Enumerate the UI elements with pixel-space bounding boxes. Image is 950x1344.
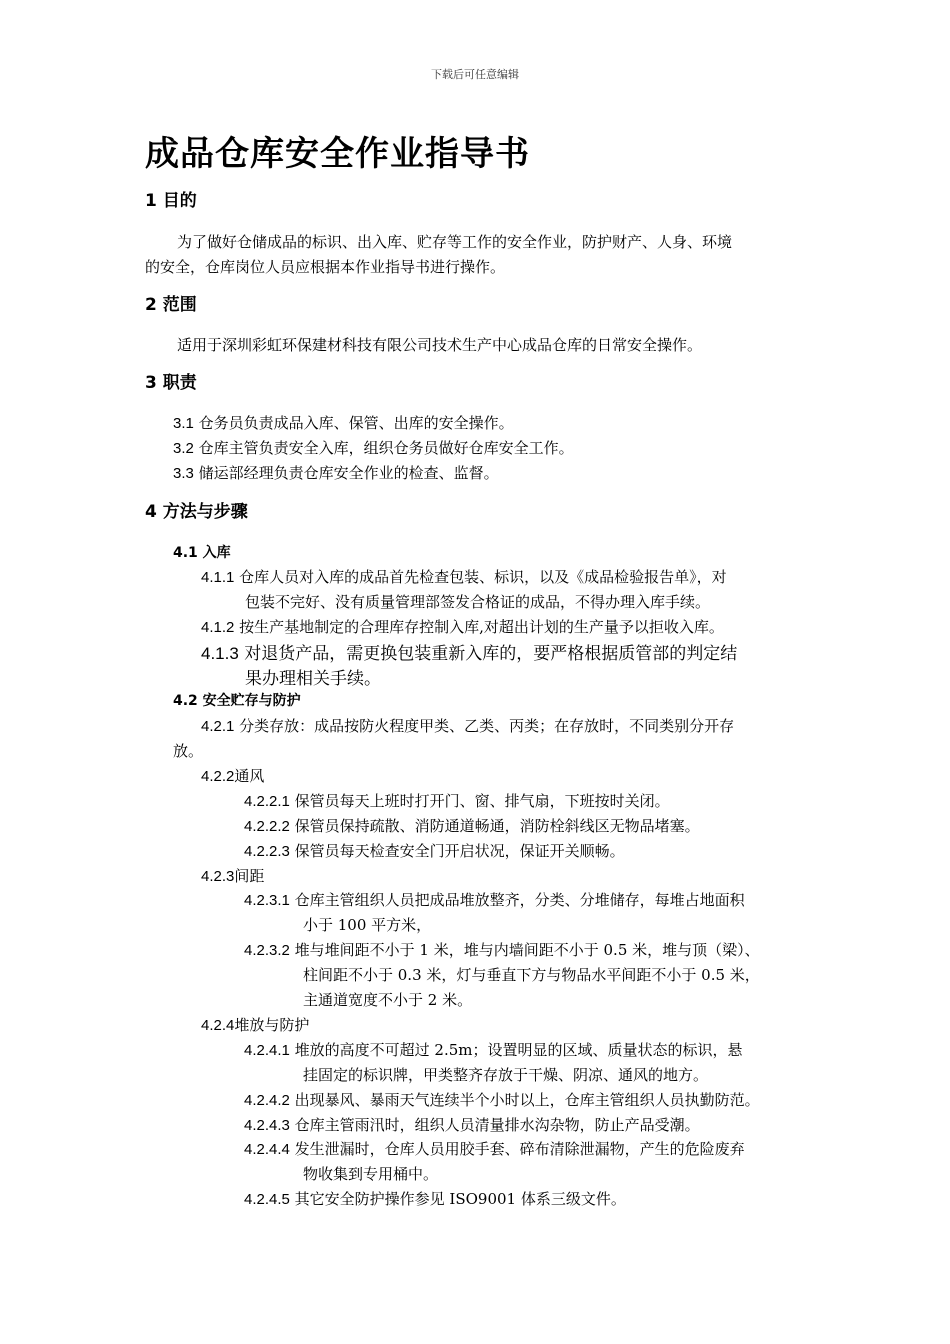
item-text: 堆放与防护 xyxy=(234,1016,310,1034)
item-number: 3.2 xyxy=(173,440,194,457)
list-item-4-2-2-2 xyxy=(244,815,700,836)
item-text: 储运部经理负责仓库安全作业的检查、监督。 xyxy=(198,464,499,482)
item-number: 3.3 xyxy=(173,465,194,482)
item-text: 仓库主管雨汛时，组织人员清量排水沟杂物，防止产品受潮。 xyxy=(294,1116,700,1134)
list-item-4-2-4-2 xyxy=(244,1089,760,1110)
list-item-4-2-4-4-line-2: 物收集到专用桶中。 xyxy=(303,1165,439,1183)
item-number: 4.1.2 xyxy=(201,619,235,636)
page-header: 下载后可任意编辑 xyxy=(431,68,519,81)
list-item-4-2-2 xyxy=(201,765,264,786)
list-item-4-2-2-3 xyxy=(244,840,625,861)
list-item-4-2-1-line-1 xyxy=(201,715,734,736)
list-item-4-2-3-2-line-3: 主通道宽度不小于 2 米。 xyxy=(303,991,473,1009)
list-item-3-3 xyxy=(173,462,499,483)
list-item-4-2-4-1-line-2: 挂固定的标识牌，甲类整齐存放于干燥、阴凉、通风的地方。 xyxy=(303,1066,709,1084)
item-number: 4.2.2.3 xyxy=(244,843,290,860)
section-4-heading: 4 方法与步骤 xyxy=(145,502,248,522)
list-item-4-2-3-1-line-1 xyxy=(244,889,745,910)
item-text: 按生产基地制定的合理库存控制入库,对超出计划的生产量予以拒收入库。 xyxy=(239,618,724,636)
item-text: 堆放的高度不可超过 2.5m；设置明显的区域、质量状态的标识，悬 xyxy=(294,1041,743,1059)
item-number: 4.2.4.1 xyxy=(244,1042,290,1059)
list-item-4-2-3-2-line-2: 柱间距不小于 0.3 米，灯与垂直下方与物品水平间距不小于 0.5 米， xyxy=(303,966,760,984)
list-item-4-2-4-1-line-1 xyxy=(244,1039,743,1060)
list-item-4-2-4-3 xyxy=(244,1114,700,1135)
item-number: 4.2.3 xyxy=(201,868,235,885)
item-text: 对退货产品，需更换包装重新入库的，要严格根据质管部的判定结 xyxy=(244,644,738,664)
list-item-4-2-2-1 xyxy=(244,790,670,811)
item-text: 仓库主管组织人员把成品堆放整齐，分类、分堆储存，每堆占地面积 xyxy=(294,891,745,909)
item-text: 仓库人员对入库的成品首先检查包装、标识，以及《成品检验报告单》，对 xyxy=(239,568,727,586)
item-text: 发生泄漏时，仓库人员用胶手套、碎布清除泄漏物，产生的危险废弃 xyxy=(294,1140,745,1158)
item-number: 4.2.4.2 xyxy=(244,1092,290,1109)
document-title: 成品仓库安全作业指导书 xyxy=(145,134,530,174)
item-number: 4.2.3.1 xyxy=(244,892,290,909)
item-number: 4.2.2.1 xyxy=(244,793,290,810)
item-text: 间距 xyxy=(234,867,265,885)
list-item-4-2-4 xyxy=(201,1014,309,1035)
list-item-3-2 xyxy=(173,437,574,458)
item-text: 出现暴风、暴雨天气连续半个小时以上，仓库主管组织人员执勤防范。 xyxy=(294,1091,760,1109)
item-text: 其它安全防护操作参见 ISO9001 体系三级文件。 xyxy=(294,1190,626,1208)
item-text: 堆与堆间距不小于 1 米，堆与内墙间距不小于 0.5 米，堆与顶（梁）、 xyxy=(294,941,760,959)
list-item-4-1-1-line-2: 包装不完好、没有质量管理部签发合格证的成品，不得办理入库手续。 xyxy=(245,593,711,611)
item-number: 4.2.2 xyxy=(201,768,235,785)
subsection-4-1-heading: 4.1 入库 xyxy=(173,545,231,561)
subsection-4-2-heading: 4.2 安全贮存与防护 xyxy=(173,693,301,709)
section-1-paragraph-line-2: 的安全，仓库岗位人员应根据本作业指导书进行操作。 xyxy=(145,258,506,276)
list-item-4-1-3-line-2: 果办理相关手续。 xyxy=(245,669,381,689)
item-text: 仓库主管负责安全入库，组织仓务员做好仓库安全工作。 xyxy=(198,439,574,457)
list-item-4-2-1-line-2: 放。 xyxy=(173,742,204,760)
section-2-heading: 2 范围 xyxy=(145,295,197,315)
item-text: 保管员保持疏散、消防通道畅通，消防栓斜线区无物品堵塞。 xyxy=(294,817,700,835)
list-item-4-2-3-1-line-2: 小于 100 平方米， xyxy=(303,916,432,934)
section-1-heading: 1 目的 xyxy=(145,191,197,211)
list-item-4-2-4-4-line-1 xyxy=(244,1138,745,1159)
item-number: 4.2.1 xyxy=(201,718,235,735)
item-number: 4.2.4.4 xyxy=(244,1141,290,1158)
item-text: 仓务员负责成品入库、保管、出库的安全操作。 xyxy=(198,414,514,432)
list-item-4-2-3-2-line-1 xyxy=(244,939,760,960)
item-text: 分类存放：成品按防火程度甲类、乙类、丙类；在存放时，不同类别分开存 xyxy=(239,717,735,735)
item-number: 3.1 xyxy=(173,415,194,432)
item-text: 通风 xyxy=(234,767,265,785)
item-number: 4.2.2.2 xyxy=(244,818,290,835)
item-text: 保管员每天检查安全门开启状况，保证开关顺畅。 xyxy=(294,842,625,860)
list-item-4-2-3 xyxy=(201,865,264,886)
item-number: 4.2.3.2 xyxy=(244,942,290,959)
item-number: 4.2.4.3 xyxy=(244,1117,290,1134)
list-item-3-1 xyxy=(173,412,514,433)
item-number: 4.1.3 xyxy=(201,644,239,663)
item-text: 保管员每天上班时打开门、窗、排气扇，下班按时关闭。 xyxy=(294,792,670,810)
list-item-4-1-2 xyxy=(201,616,724,637)
list-item-4-2-4-5 xyxy=(244,1188,626,1209)
list-item-4-1-1-line-1 xyxy=(201,566,727,587)
item-number: 4.1.1 xyxy=(201,569,235,586)
list-item-4-1-3-line-1 xyxy=(201,639,737,664)
section-2-paragraph: 适用于深圳彩虹环保建材科技有限公司技术生产中心成品仓库的日常安全操作。 xyxy=(177,336,703,354)
item-number: 4.2.4.5 xyxy=(244,1191,290,1208)
section-1-paragraph-line-1: 为了做好仓储成品的标识、出入库、贮存等工作的安全作业，防护财产、人身、环境 xyxy=(177,233,733,251)
item-number: 4.2.4 xyxy=(201,1017,235,1034)
section-3-heading: 3 职责 xyxy=(145,373,197,393)
